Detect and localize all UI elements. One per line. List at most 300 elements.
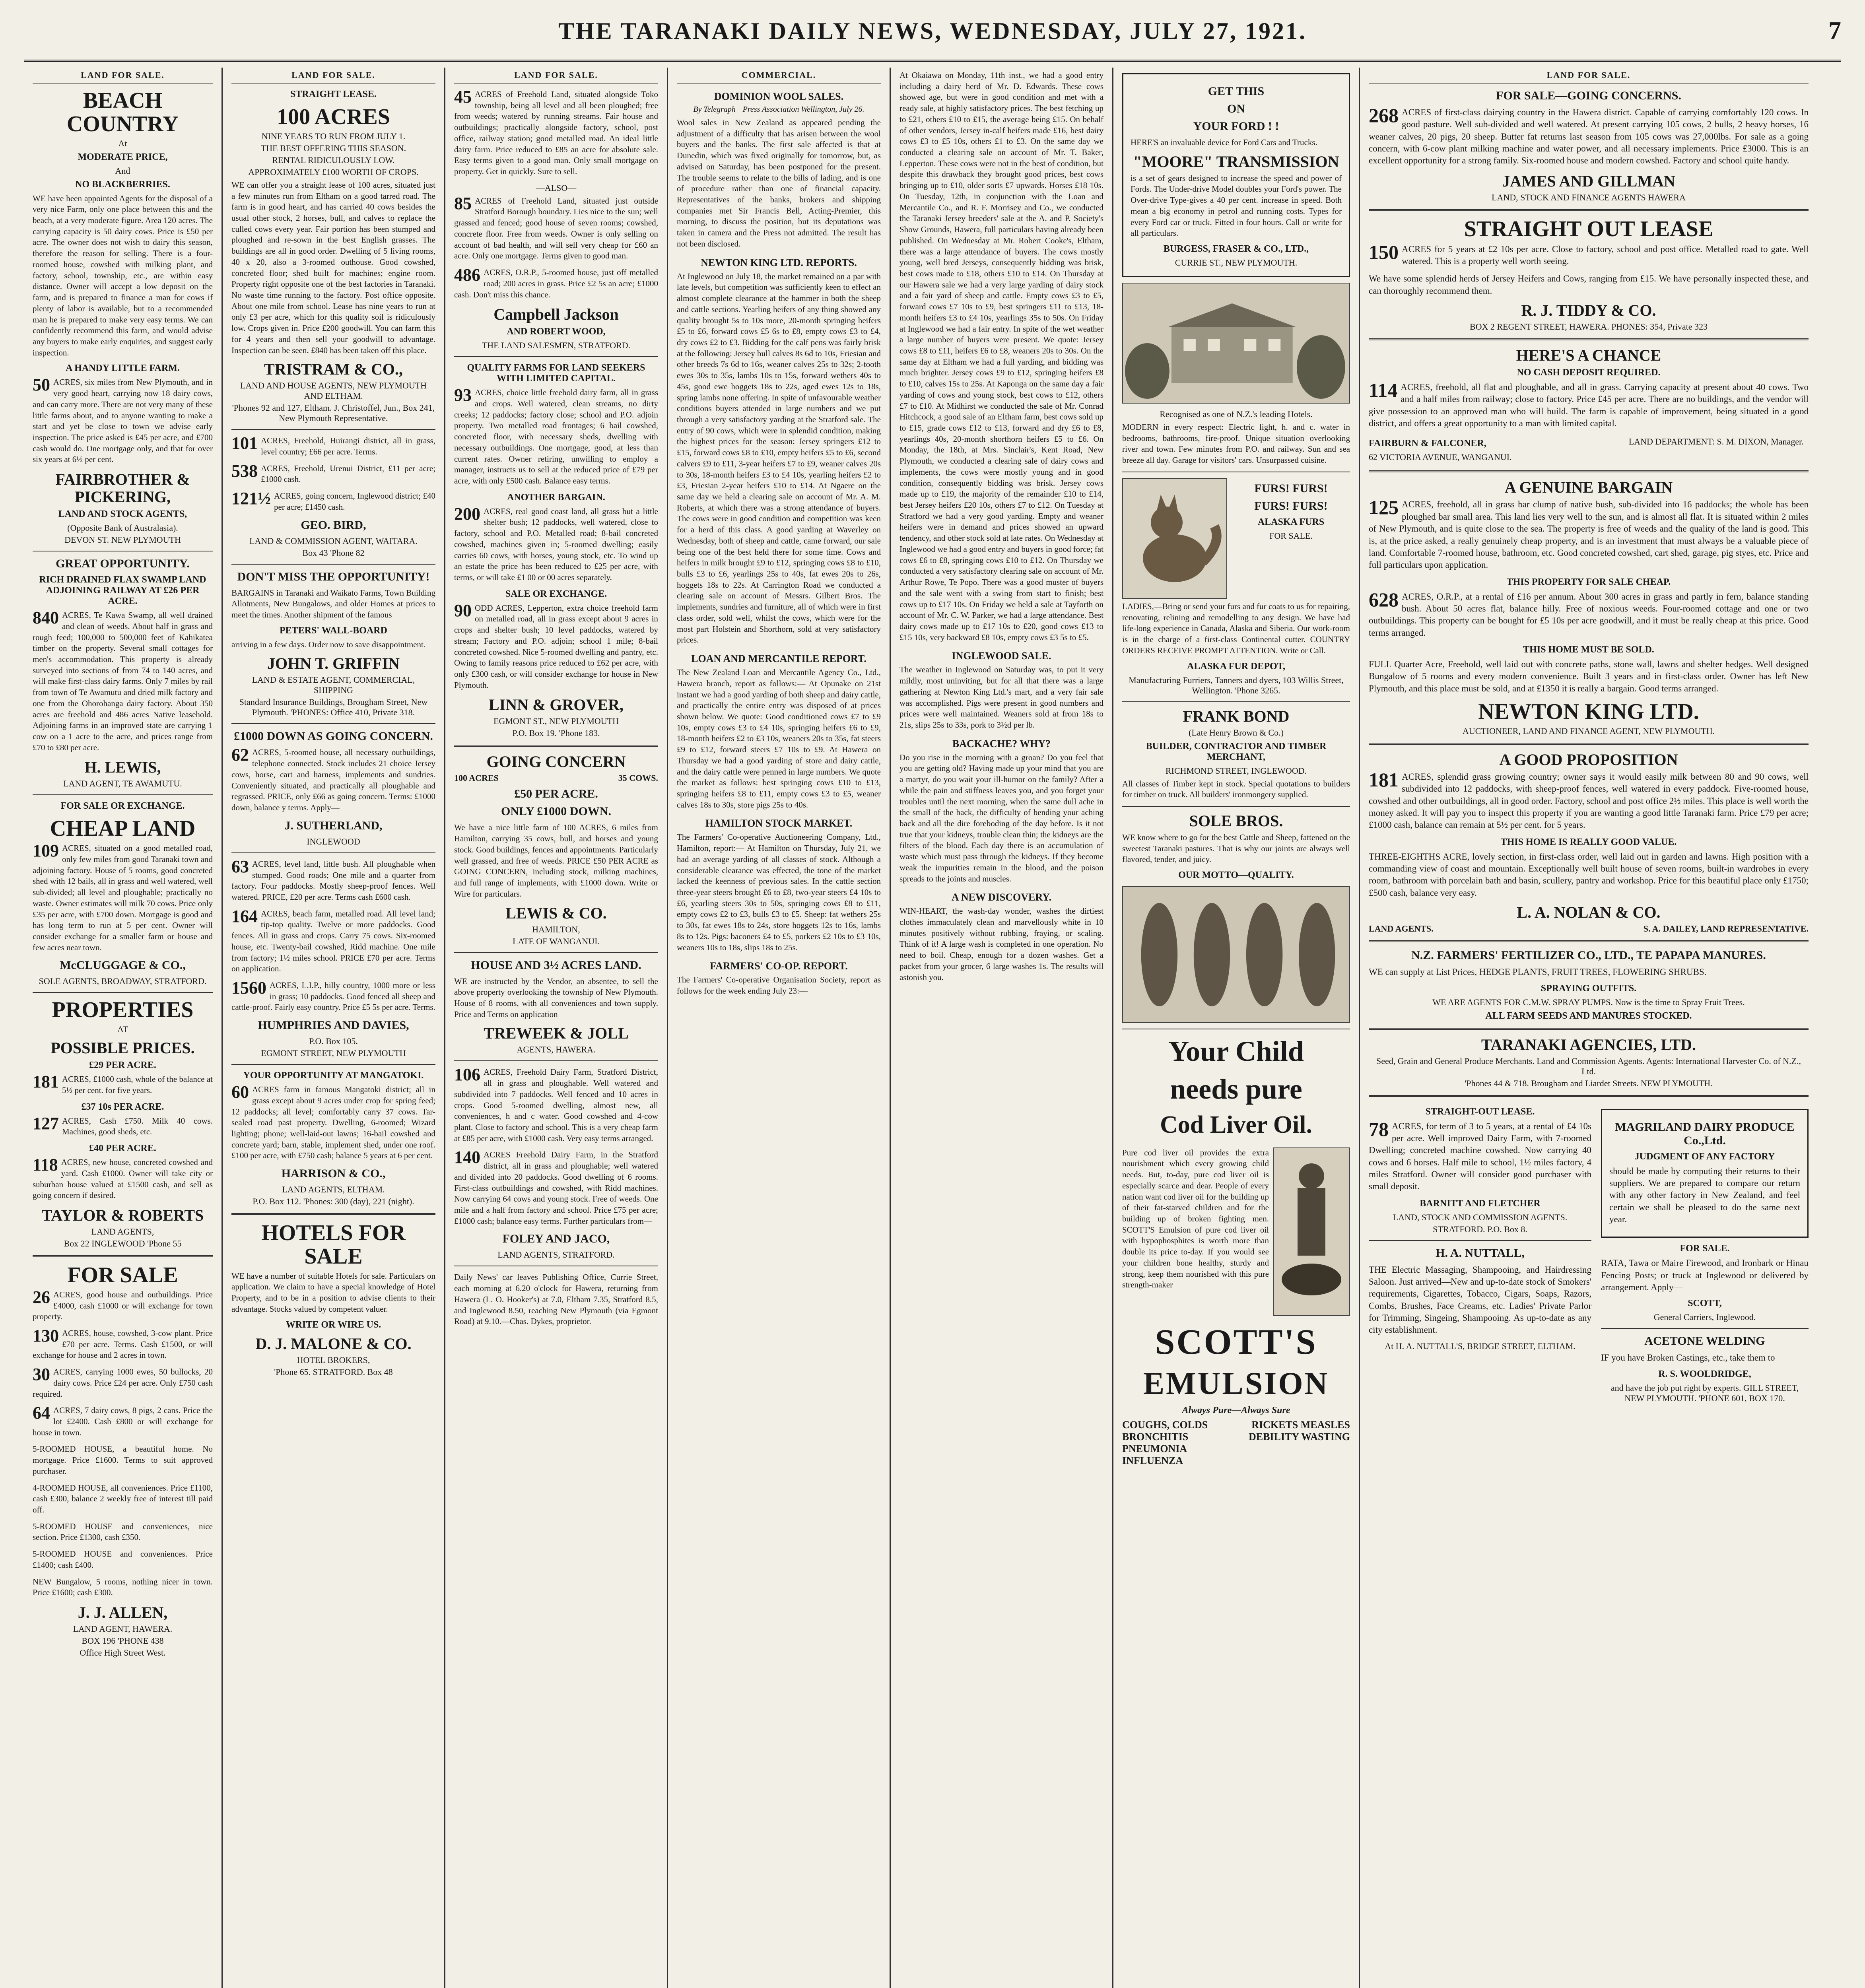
ad-body: RATA, Tawa or Maire Firewood, and Ironbark or Hinau Fencing Posts; or truck at Inglewood or delivered by arrangement. Apply—	[1601, 1258, 1809, 1293]
brand-name: SCOTT'S	[1155, 1322, 1317, 1362]
ad-headline: Cod Liver Oil.	[1160, 1111, 1312, 1139]
price-line: £29 PER ACRE.	[89, 1060, 156, 1071]
listing-text: ACRES, carrying 1000 ewes, 50 bullocks, 20 dairy cows. Price £24 per acre. Only £750 cash required.	[33, 1367, 213, 1399]
agent-department: LAND DEPARTMENT: S. M. DIXON, Manager.	[1628, 437, 1804, 447]
ad-headline: YOUR FORD ! !	[1193, 120, 1279, 133]
ad-subline: WE ARE AGENTS FOR C.M.W. SPRAY PUMPS. Now is the time to Spray Fruit Trees.	[1432, 997, 1745, 1007]
listing-acres: 628	[1369, 588, 1399, 611]
notice-text: Daily News' car leaves Publishing Office, Currie Street, each morning at 6.20 o'clock for Hawera, returning from Hawera (L. O. Hooker's) at 7.0, Eltham 7.35, Stratford 8.5, and Inglewood 8.50, reaching New Plymouth (via Egmont Road) at 9.10.—Chas. Dykes, proprietor.	[454, 1272, 658, 1326]
ad-subhead: WRITE OR WIRE US.	[286, 1319, 381, 1330]
agent-address: EGMONT STREET, NEW PLYMOUTH	[261, 1048, 406, 1058]
listing-text: ACRES, 7 dairy cows, 8 pigs, 2 cans. Price the lot £2400. Cash £800 or will exchange for house in town.	[33, 1406, 213, 1437]
agent-address: LATE OF WANGANUI.	[513, 936, 600, 946]
agent-name: LINN & GROVER,	[489, 696, 624, 714]
price-line: £40 PER ACRE.	[89, 1143, 156, 1154]
listing	[231, 856, 435, 903]
agent-name: FRANK BOND	[1183, 707, 1290, 725]
agent-title: LAND AGENTS, ELTHAM.	[282, 1184, 385, 1195]
article-body: The New Zealand Loan and Mercantile Agency Co., Ltd., Hawera branch, report as follows:— At Opunake on 21st instant we had a good yarding of both sheep and dairy cattle, and practically the entire entry was disposed of at prices shown below. We quote: Good conditioned cows £7 to £9 10s, empty cows £3 to £4 10s, springing heifers £6 to £9, 18-month heifers £2 to £3 10s, weaners 20s to 35s, fat steers £9 to £12, forward steers £7 10s to £9. At Hawera on Thursday we had a good yarding of store and dairy cattle, and the dairy cattle were penned in large numbers. We quote the market as follows: best springing cows £10 to £13, springing heifers £8 to £11, empty cows £3 to £5, weaner calves 18s to 30s, store pigs 25s to 40s.	[677, 668, 881, 810]
listing-acres: 125	[1369, 496, 1399, 519]
ad-subhead: JUDGMENT OF ANY FACTORY	[1634, 1151, 1775, 1162]
agent-name: FAIRBROTHER & PICKERING,	[55, 470, 190, 506]
ad-body: WE can offer you a straight lease of 100 acres, situated just a few minutes run from Eltham on a good tarred road. The farm is in good heart, and has carried 40 cows besides the usual other stock, 2 horses, bull, and calves to replace the culled cows every year. Fair portion has been stumped and ploughed and re-sown in the best English grasses. The buildings are all in good order. Dwelling of 5 living rooms, 40 x 20, also a 3-roomed outhouse. Good cowshed, concreted floor; shed built for machines; engine room. Property right opposite one of the best factories in Taranaki. No waste time running to the factory. Post office opposite. About one mile from school. Lease has nine years to run at only £3 per acre, which for this quality soil is ridiculously low. Crops given in. Price £200 goodwill. You can farm this for 4 years and then sell your goodwill to advantage. Inspection can be seen. £840 has been taken off this place.	[231, 180, 435, 355]
listing-text: ACRES, real good coast land, all grass but a little shelter bush; 12 paddocks, well watered, close to factory, school and P.O. Metalled road; 8-bail concreted cowshed, machines given in; 5-roomed dwelling; easily carries 60 cows, with horses, young stock, etc. To wind up an estate the price has been reduced to £25 per acre, with terms, or will take £1 00 or 00 acres separately.	[454, 506, 658, 582]
listing-acres: 93	[454, 385, 472, 405]
listing	[1369, 588, 1809, 639]
listing	[1369, 104, 1809, 167]
ad-body: IF you have Broken Castings, etc., take them to	[1601, 1353, 1775, 1363]
ad-headline: "MOORE" TRANSMISSION	[1133, 152, 1339, 171]
listing-text: 5-ROOMED HOUSE and conveniences. Price £1400; cash £400.	[33, 1549, 213, 1570]
ad-headline: HERE'S A CHANCE	[1516, 346, 1661, 365]
agent-address: and have the job put right by experts. GILL STREET, NEW PLYMOUTH. 'PHONE 601, BOX 170.	[1611, 1382, 1799, 1403]
divider	[231, 429, 435, 430]
ad-subline: NINE YEARS TO RUN FROM JULY 1.	[261, 131, 406, 141]
divider	[1122, 701, 1350, 702]
agent-name: SOLE BROS.	[1189, 812, 1283, 830]
agent-name: H. LEWIS,	[84, 758, 161, 777]
ad-headline: ACETONE WELDING	[1644, 1334, 1765, 1348]
agent-title: LAND & ESTATE AGENT, COMMERCIAL, SHIPPING	[252, 675, 415, 695]
ad-headline: HOTELS FOR SALE	[261, 1221, 406, 1269]
ad-headline: FOR SALE	[67, 1263, 178, 1287]
agent-row	[1369, 435, 1809, 464]
listing-text: ACRES for 5 years at £2 10s per acre. Close to factory, school and post office. Metalled road to gate. Well watered. This is a property well worth seeing.	[1402, 244, 1809, 266]
ad-headline: MAGRILAND DAIRY PRODUCE Co.,Ltd.	[1615, 1120, 1795, 1147]
section-heading: LAND FOR SALE.	[1369, 68, 1809, 83]
listing-acres: 78	[1369, 1118, 1389, 1140]
listing-acres: 85	[454, 193, 472, 213]
listing	[1369, 496, 1809, 571]
listing-acres: 121½	[231, 489, 271, 509]
divider	[1369, 940, 1809, 942]
dairy-ad	[1601, 1109, 1809, 1238]
scotts-ad	[1122, 1145, 1350, 1318]
ad-body: WE can supply at List Prices, HEDGE PLANTS, FRUIT TREES, FLOWERING SHRUBS.	[1369, 967, 1707, 977]
divider	[1369, 338, 1809, 340]
gc-cows: 35 COWS.	[618, 773, 658, 783]
listing	[454, 89, 658, 177]
listing-text: ACRES, £1000 cash, whole of the balance at 5½ per cent. for five years.	[62, 1074, 213, 1095]
ad-body: arriving in a few days. Order now to save disappointment.	[231, 639, 426, 649]
image-caption: Recognised as one of N.Z.'s leading Hotels.	[1160, 409, 1313, 419]
listing-acres: 150	[1369, 241, 1399, 263]
article-body: Do you rise in the morning with a groan? Do you feel that you are getting old? Having made up your mind that you are a martyr, do you wait your ill-humor on the family? After a while the pain and stiffness leaves you, and you forget your troubles until the next morning, when the same dull ache in the small of the back, the difficulty of bending your aching back and all the dire foreboding of the day before. Is it not true that your kidneys, trouble clean thin; the kidneys are the filters of the blood. Each day there is an accumulation of waste which must pass through the kidneys. If they become weak the impurities remain in the blood, and the poison spreads to the joints and muscles.	[899, 752, 1103, 883]
masthead	[24, 16, 1841, 62]
divider	[231, 564, 435, 565]
ad-headline: FURS! FURS!	[1254, 481, 1328, 495]
ailments-list	[1122, 1419, 1350, 1467]
listing-text: ACRES, Te Kawa Swamp, all well drained and clean of weeds. About half in grass and rough feed; 100,000 to 500,000 feet of Kahikatea timber on the property. Several small cottages for men's accommodation. This property is already surveyed into sections of from 74 to 140 acres, and will make first-class dairy farms. Only 7 miles by rail from town of Te Awamutu and dried milk factory and one from the Ohorohanga dairy factory. About 350 acres are freehold and 486 acres Native leasehold. Adjoining farms in an improved state are carrying 1 cow on a 1 acre to the acre, and prices range from £70 to £80 per acre.	[33, 610, 213, 752]
listing-text: ACRES, Freehold Dairy Farm, Stratford District, all in grass and ploughable. Well watered and subdivided into 7 paddocks. Well fenced and 10 acres in crops. Good 5-roomed dwelling, almost new, all conveniences, h and c water. Good cowshed and 4-cow plant. Close to factory and school. This is a very cheap farm at £85 per acre, with £1000 cash. Very easy terms arranged.	[454, 1067, 658, 1143]
butcher-illustration	[1122, 886, 1350, 1023]
ad-subline: NO BLACKBERRIES.	[75, 179, 170, 190]
article-body: Wool sales in New Zealand as appeared pending the adjustment of a difficulty that has arisen between the wool buyers and the banks. The first sale affected is that at Dunedin, which was fixed originally for tomorrow, but, as advised on Saturday, has been postponed for the present. The trouble seems to relate to the bills of lading, and is one of procedure rather than one of financial capacity. Representatives of the banks, brokers and shipping companies met Sir Francis Bell, Acting-Premier, this morning, to discuss the position, but its deputations was taken in camera and the Press not admitted. The result has not been disclosed.	[677, 118, 881, 248]
divider	[1369, 1095, 1809, 1097]
agent-title: LAND AND HOUSE AGENTS, NEW PLYMOUTH AND ELTHAM.	[240, 381, 427, 401]
listing-text: ACRES, house, cowshed, 3-cow plant. Price £70 per acre. Terms. Cash £1500, or will exchange for house and 2 acres in town.	[33, 1328, 213, 1360]
brand-tagline: Always Pure—Always Sure	[1182, 1405, 1290, 1415]
article-heading: A NEW DISCOVERY.	[951, 891, 1052, 903]
column-3	[445, 68, 668, 1988]
agent-name: NEWTON KING LTD.	[1478, 699, 1699, 724]
ad-subhead: THIS HOME MUST BE SOLD.	[1523, 645, 1654, 655]
columns	[24, 68, 1841, 1988]
listing	[33, 843, 213, 953]
divider	[1122, 806, 1350, 807]
agent-address: Office High Street West.	[80, 1648, 166, 1658]
ad-body: WE know where to go for the best Cattle and Sheep, fattened on the sweetest Taranaki pastures. That is why our joints are always well flavored, tender, and juicy.	[1122, 832, 1350, 864]
agent-title: LAND AGENTS.	[1369, 924, 1434, 934]
listing-text: 5-ROOMED HOUSE, a beautiful home. No mortgage. Price £1600. Terms to suit approved purchaser.	[33, 1444, 213, 1476]
column-1	[24, 68, 223, 1988]
ad-headline: DON'T MISS THE OPPORTUNITY!	[237, 570, 430, 583]
ad-headline: Your Child	[1168, 1035, 1304, 1068]
ad-subline: FOR SALE.	[1269, 530, 1313, 541]
ad-subhead: STRAIGHT-OUT LEASE.	[1425, 1106, 1535, 1117]
divider	[231, 1213, 435, 1215]
ad-headline: A GOOD PROPOSITION	[1499, 750, 1678, 769]
divider	[454, 1060, 658, 1061]
listing-acres: 164	[231, 906, 258, 926]
agent-title: S. A. DAILEY, LAND REPRESENTATIVE.	[1643, 924, 1809, 934]
ad-headline: GOING CONCERN	[486, 753, 626, 771]
listing	[33, 1405, 213, 1438]
ad-headline: FOR SALE—GOING CONCERNS.	[1496, 89, 1681, 102]
article-heading: HAMILTON STOCK MARKET.	[705, 817, 853, 829]
listing-text: ACRES Freehold Dairy Farm, in the Stratford district, all in grass and ploughable; well watered and divided into 20 paddocks. Good dwelling of 6 rooms. First-class outbuildings and cowshed, with Ridd machines. Now carrying 64 cows and young stock. Free of weeds. One mile and a half from factory and school. Price £75 per acre; £1000 cash; balance easy terms. Further particulars from—	[454, 1150, 658, 1226]
listing-acres: 109	[33, 841, 59, 861]
listing	[33, 610, 213, 753]
listing-text: ACRES, six miles from New Plymouth, and in very good heart, carrying now 18 dairy cows, and can carry more. There are not very many of these little farms about, and to anyone wanting to make a start and yet be close to town we advise early inspection. The price asked is £45 per acre, and £700 cash would do. One mortgage only, and that for over six years at 6½ per cent.	[33, 377, 213, 464]
agent-name: D. J. MALONE & CO.	[255, 1334, 412, 1353]
divider	[231, 1064, 435, 1065]
listing	[1369, 381, 1809, 429]
ad-subline: AT	[117, 1024, 128, 1035]
ad-body: Pure cod liver oil provides the extra nourishment which every growing child needs. But, to-day, pure cod liver oil is especially scarce and dear. People of every nation want cod liver oil for the building up of their fat-starved children and for the building up of broken fighting men. SCOTT'S Emulsion of pure cod liver oil with hypophosphites is worth more than double its price to-day. If you would see your children bone healthy, sturdy and strong, keep them nourished with this pure strength-maker	[1122, 1147, 1269, 1290]
article-heading: LOAN AND MERCANTILE REPORT.	[691, 653, 866, 665]
listing-acres: 114	[1369, 379, 1398, 402]
ad-body: THREE-EIGHTHS ACRE, lovely section, in first-class order, well laid out in garden and lawns. High position with a commanding view of coast and mountain. Exceptionally well built house of seven rooms, built-in wardrobes in every room, bathroom with porcelain bath and basin, scullery, pantry and workshop. Price for this beautiful place only £1750; £500 cash, balance very easy.	[1369, 851, 1809, 898]
listing-acres: 181	[33, 1072, 59, 1092]
listing-acres: 130	[33, 1326, 59, 1345]
agent-address: THE LAND SALESMEN, STRATFORD.	[482, 340, 631, 351]
listing-text: ACRES of Freehold Land, situated alongside Toko township, being all level and all been ploughed; free from weeds; watered by running streams. Fair house and outbuildings; practically alongside factory, school, post office, railway station; good metalled road. An ideal little dairy farm. Price reduced to £85 an acre for absolute sale. Easy terms given to a good man. Only small mortgage on property. Get in quickly. Sure to sell.	[454, 89, 658, 177]
listing-acres: 1560	[231, 978, 266, 998]
listing-acres: 45	[454, 87, 472, 107]
agent-name: GEO. BIRD,	[301, 518, 366, 532]
agent-title: INGLEWOOD	[307, 836, 360, 846]
ad-headline: HOUSE AND 3½ ACRES LAND.	[471, 958, 641, 972]
listing-text: ACRES, freehold, all in grass bar clump of native bush, sub-divided into 16 paddocks; the whole has been ploughed bar small area. This land lies very well to the sun, and is almost all flat. It is situated within 2 miles of New Plymouth, and is quite close to the sea. The property is free of weeds and the quality of the land is good. This is, at the price asked, a really genuinely cheap property, and is an investment that must always be a valuable piece of land. Comfortable 7-roomed house, bathroom, etc. Good concreted cowshed, cart shed, garage, pig styes, etc. Price and full particulars upon application.	[1369, 499, 1809, 570]
ad-headline: PROPERTIES	[52, 998, 194, 1023]
agent-name: TREWEEK & JOLL	[484, 1024, 629, 1043]
divider	[454, 356, 658, 357]
article-heading: BACKACHE? WHY?	[952, 738, 1051, 749]
divider	[454, 952, 658, 953]
agent-name: ALASKA FUR DEPOT,	[1187, 661, 1285, 672]
ad-headline: N.Z. FARMERS' FERTILIZER CO., LTD., TE PAPAPA MANURES.	[1411, 949, 1766, 962]
listing-text: ACRES, splendid grass growing country; owner says it would easily milk between 80 and 90 cows, well subdivided into 12 paddocks, with sheep-proof fences, well watered in every paddock. Five-roomed house, cowshed and other outbuildings, all in good order. Factory, school and post office 2½ miles. This place is well worth the money asked. It will pay you to inspect this property if you are wanting a good little Taranaki farm. Price £79 per acre; £1000 cash, balance can remain at 5½ per cent. for 5 years.	[1369, 771, 1809, 830]
divider	[1369, 1240, 1591, 1241]
ad-body: is a set of gears designed to increase the speed and power of Fords. The Under-drive Model doubles your Ford's power. The Over-drive Type-gives a 40 per cent. increase in speed. Both mean a big economy in petrol and running costs. Types for every Ford car or truck. Fitted in four hours. Call or write for all particulars.	[1131, 173, 1342, 238]
ad-body: WE have been appointed Agents for the disposal of a very nice Farm, only one place between this and the beach, at a very moderate figure. Area 120 acres. The carrying capacity is 50 dairy cows. Price is £50 per acre. The owner does not wish to dairy this season, therefore the reason for selling. There is a four-roomed house, cowshed with milking plant, and factory, school, township, etc., are within easy distance. Owner will accept a low deposit on the farm, and is prepared to finance a man for cows if plenty of labor is available, but to a recommended man he is prepared to make very easy terms. We can confidently recommend this farm, and would advise any buyers to make early enquiries, and suggest early inspection.	[33, 193, 213, 357]
listing-text: ACRES, for term of 3 to 5 years, at a rental of £4 10s per acre. Well improved Dairy Farm, with 7-roomed Dwelling; concreted machine cowshed. Now carrying 40 cows and 6 horses. Half mile to school, 1½ miles factory, 4 miles Stratford. Owner will consider good purchaser with small deposit.	[1369, 1121, 1591, 1192]
listing	[1369, 768, 1809, 831]
agent-title: LAND, STOCK AND FINANCE AGENTS HAWERA	[1492, 192, 1686, 202]
ad-body: should be made by computing their returns to their suppliers. We are prepared to compare our return with any other factory in New Zealand, and feel certain we shall be pleased to do the same next year.	[1609, 1166, 1800, 1224]
page-number: 7	[1828, 16, 1841, 45]
agent-address: CURRIE ST., NEW PLYMOUTH.	[1175, 258, 1298, 268]
agent-name: HARRISON & CO.,	[281, 1167, 386, 1180]
listing-text: ACRES of Freehold Land, situated just outside Stratford Borough boundary. Lies nice to the sun; well grassed and fenced; good house of seven rooms; cowshed, concrete floor. Free from weeds. Owner is only selling on account of bad health, and will sell very cheap for £60 an acre. Only one mortgage. Terms given to good man.	[454, 196, 658, 261]
listing	[231, 1084, 435, 1161]
agent-address: At H. A. NUTTALL'S, BRIDGE STREET, ELTHAM.	[1385, 1341, 1576, 1351]
column-2	[223, 68, 445, 1988]
ad-body: THE Electric Massaging, Shampooing, and Hairdressing Saloon. Just arrived—New and up-to-date stock of Smokers' requirements, Cigarettes, Tobacco, Cigars, Soaps, Razors, Combs, Brushes, Face Creams, etc. Ladies' Private Parlor for Trimming, Singeing, Shampooing. As up-to-date as any city establishment.	[1369, 1264, 1591, 1335]
ad-body: FULL Quarter Acre, Freehold, well laid out with concrete paths, stone wall, lawns and shelter hedges. Well designed Bungalow of 5 rooms and every modern convenience. Built 3 years and in first-class order. Owner has left New Plymouth, and this place must be sold, and at £1350 it is really a bargain. Good terms arranged.	[1369, 659, 1809, 693]
listing	[231, 980, 435, 1013]
brand-name: EMULSION	[1143, 1366, 1329, 1401]
hotel-illustration	[1122, 283, 1350, 404]
listing	[33, 377, 213, 465]
ad-subhead: THIS HOME IS REALLY GOOD VALUE.	[1500, 837, 1677, 847]
ad-subline: RENTAL RIDICULOUSLY LOW.	[272, 155, 395, 165]
listing-text: ACRES, beach farm, metalled road. All level land; tip-top quality. Twelve or more paddocks. Good fences. All in grass and crops. Carry 75 cows. Six-roomed house, etc. Twenty-bail cowshed, Ridd machine. One mile from factory; 1½ miles school. PRICE £70 per acre. Terms on application.	[231, 909, 435, 974]
divider	[1369, 209, 1809, 211]
divider	[1369, 470, 1809, 472]
agent-block	[1369, 435, 1611, 464]
agent-name: JAMES AND GILLMAN	[1502, 172, 1675, 190]
agent-title: HAMILTON,	[532, 924, 580, 934]
listing-acres: 60	[231, 1082, 249, 1102]
ad-headline: 100 ACRES	[277, 105, 390, 129]
ad-headline: QUALITY FARMS FOR LAND SEEKERS WITH LIMITED CAPITAL.	[467, 363, 645, 384]
agent-address: RICHMOND STREET, INGLEWOOD.	[1165, 765, 1307, 776]
listing-acres: 268	[1369, 104, 1399, 126]
listing-acres: 106	[454, 1065, 480, 1085]
ad-body: MODERN in every respect: Electric light, h. and c. water in bedrooms, bathrooms, fire-proof. Unique situation overlooking river and town. Few minutes from P.O. and railway. Sun and sea breeze all day. Garage for visitors' cars. Unsurpassed cuisine.	[1122, 422, 1350, 465]
ad-subhead: PETERS' WALL-BOARD	[280, 625, 387, 636]
agent-address: Standard Insurance Buildings, Brougham Street, New Plymouth. 'PHONES: Office 410, Private 318.	[239, 697, 428, 718]
hotel-drawing-icon	[1123, 283, 1349, 403]
ad-subhead: STRAIGHT LEASE.	[290, 89, 377, 99]
column-5	[891, 68, 1113, 1988]
ad-subhead: FOR SALE OR EXCHANGE.	[60, 801, 185, 812]
furs-text	[1232, 478, 1350, 599]
agent-title: P.O. Box 105.	[309, 1036, 358, 1046]
agent-address: P.O. Box 19. 'Phone 183.	[512, 728, 600, 738]
listing-text: ACRES, Freehold, Huirangi district, all in grass, level country; £66 per acre. Terms.	[261, 436, 435, 457]
ad-headline: ON	[1227, 102, 1245, 115]
ad-body: WE are instructed by the Vendor, an absentee, to sell the above property overlooking the township of New Plymouth. House of 8 rooms, with all conveniences and town supply. Price and Terms on application	[454, 976, 658, 1019]
agent-title: LAND AGENT, TE AWAMUTU.	[63, 779, 182, 789]
agent-name: L. A. NOLAN & CO.	[1517, 903, 1661, 922]
agent-address: 'Phone 65. STRATFORD. Box 48	[274, 1367, 393, 1377]
divider	[33, 794, 213, 795]
agent-address: Manufacturing Furriers, Tanners and dyers, 103 Willis Street, Wellington. 'Phone 3265.	[1129, 675, 1344, 695]
gc-price: £50 PER ACRE.	[514, 787, 598, 801]
listing-text: ACRES of first-class dairying country in the Hawera district. Capable of carrying comfortably 120 cows. In good pasture. Well sub-divided and well watered. At present carrying 105 cows, 2 bulls, 2 heavy horses, 16 weaner calves, 20 pigs, 20 sheep. Butter fat returns last season from 105 cows was 27,000lbs. For sale as a going concern, with 6-cow plant milking machine and water power, and all necessary implements. Price £3000. This is an excellent opportunity for a strong family. Six-roomed house and modern cowshed. Factory and school quite handy.	[1369, 107, 1809, 166]
agent-address: (Opposite Bank of Australasia).	[67, 523, 178, 533]
furs-ad	[1122, 478, 1350, 599]
ad-headline: GET THIS	[1208, 85, 1265, 98]
agent-title: LAND AGENT, HAWERA.	[73, 1624, 173, 1634]
listing	[454, 600, 658, 691]
listing-acres: 64	[33, 1403, 50, 1423]
agent-title: LAND AGENTS, STRATFORD.	[497, 1250, 615, 1260]
agent-title: HOTEL BROKERS,	[297, 1355, 370, 1365]
listing-text: ACRES, O.R.P., at a rental of £16 per annum. About 300 acres in grass and partly in fern, balance standing bush. About 50 acres flat, balance hilly. Free of noxious weeds. Four-roomed cottage and one or two outbuildings. This property can be bought for £5 10s per acre goodwill, and it must be really cheap at this price. Good terms arranged.	[1369, 591, 1809, 638]
listing	[454, 193, 658, 262]
agent-name: HUMPHRIES AND DAVIES,	[258, 1019, 409, 1032]
listing	[1369, 243, 1809, 268]
listing-text: ACRES, situated on a good metalled road, only few miles from good Taranaki town and adjoining factory. House of 5 rooms, good concreted shed with 12 bails, all in grass and well watered, well sub-divided; all level and ploughable; practically no waste. Owner estimates will milk 70 cows. Price only £35 per acre, with £700 down. Mortgage is good and has long term to run at 5 per cent. Owner will consider exchange for a smaller farm or house and few acres near town.	[33, 843, 213, 952]
listing-acres: 181	[1369, 768, 1399, 791]
divider	[231, 852, 435, 853]
agent-name: BARNITT AND FLETCHER	[1420, 1198, 1541, 1209]
divider	[1601, 1328, 1809, 1329]
ad-headline: GREAT OPPORTUNITY.	[56, 557, 190, 571]
article-body: The Farmers' Co-operative Auctioneering Company, Ltd., Hamilton, report:— At Hamilton on Thursday, July 21, we had an average yarding of all classes of stock. Although a considerable clearance was effected, the tone of the market lacked the keenness of previous sales. In the cattle section three-year steers brought £6 to £8, two-year steers £4 10s to £6, yearling steers 30s to 50s, springing cows £8 to £11, empty cows £2 to £3, bulls £3 to £5. Sheep: fat wethers 25s to 30s, fat ewes 18s to 24s, store hoggets 12s to 16s, lambs 8s to 12s. Pigs: baconers £4 to £5, porkers £2 10s to £3 10s, weaners 10s to 18s, slips 18s to 25s.	[677, 832, 881, 952]
agent-title: AND ROBERT WOOD,	[507, 326, 606, 337]
listing	[33, 1074, 213, 1096]
agent-title: LAND, STOCK AND COMMISSION AGENTS.	[1393, 1212, 1568, 1222]
listing-text: ODD ACRES, Lepperton, extra choice freehold farm on metalled road, all in grass except about 9 acres in crops and shelter bush; 10 level paddocks, watered by stream; Factory and P.O. adjoin; school 1 mile; 8-bail concreted cowshed. Nice 5-roomed dwelling and pantry, etc. Owing to family reasons price reduced to £62 per acre, with only £300 cash, or will consider exchange for house in New Plymouth.	[454, 603, 658, 690]
agent-address: P.O. Box 112. 'Phones: 300 (day), 221 (night).	[253, 1196, 414, 1207]
article-body: WIN-HEART, the wash-day wonder, washes the dirtiest clothes immaculately clean and marvellously white in 10 minutes positively without rubbing, fraying, or scaling. Think of it! A large wash is completed in one operation. No need to boil. Cheap, enough for a dozen washes. Get a packet from your grocer, 6 large washes 1s. The results will astonish you.	[899, 906, 1103, 982]
agent-address: BOX 196 'PHONE 438	[82, 1636, 164, 1646]
fox-illustration	[1122, 478, 1227, 599]
agent-name: TAYLOR & ROBERTS	[41, 1206, 204, 1224]
ad-subline: APPROXIMATELY £100 WORTH OF CROPS.	[248, 167, 419, 177]
ad-body: HERE'S an invaluable device for Ford Cars and Trucks.	[1131, 138, 1317, 147]
listing-text: ACRES, level land, little bush. All ploughable when stumped. Good roads; One mile and a quarter from factory. Four paddocks. Mostly sheep-proof fences. Well watered. PRICE, £20 per acre. Terms cash £600 cash.	[231, 859, 435, 902]
listing-text: ACRES, choice little freehold dairy farm, all in grass and crops. Well watered, clean streams, no dirty creeks; 12 paddocks; factory close; school and P.O. adjoin property. Two metalled road frontages; 6 bail cowshed, concreted floor, with necessary sheds, dwelling with necessary outbuildings. One mortgage, good, at less than current rates. Owner retiring, unwilling to employ a manager, instructs us to sell at the reduced price of £79 per acre, with only £500 cash. Balance easy terms.	[454, 388, 658, 485]
fisherman-illustration	[1273, 1147, 1350, 1316]
agent-address: BOX 2 REGENT STREET, HAWERA. PHONES: 354, Private 323	[1469, 322, 1708, 332]
article-body: The Farmers' Co-operative Organisation Society, report as follows for the week ending July 23:—	[677, 975, 881, 996]
ad-subhead: FOR SALE.	[1680, 1243, 1730, 1254]
section-heading: COMMERCIAL.	[677, 68, 881, 83]
listing-text: ACRES, freehold, all flat and ploughable, and all in grass. Carrying capacity at present about 40 cows. Two and a half miles from railway; close to factory. Price £45 per acre. There are no buildings, and the vendor will give possession to an approved man who will build. The farm is capable of improvement, being situated in a good district, and offers a great opportunity to a man with limited capital.	[1369, 382, 1809, 429]
agent-address: STRATFORD. P.O. Box 8.	[1433, 1224, 1527, 1234]
listing	[454, 506, 658, 583]
ad-headline: FURS! FURS!	[1254, 499, 1328, 513]
listing-text: ACRES, going concern, Inglewood district; £40 per acre; £1450 cash.	[274, 491, 435, 512]
listing-text: ACRES, Cash £750. Milk 40 cows. Machines, good sheds, etc.	[62, 1116, 213, 1137]
listing	[33, 1328, 213, 1361]
ad-subhead: RICH DRAINED FLAX SWAMP LAND ADJOINING RAILWAY AT £26 PER ACRE.	[39, 575, 206, 607]
bottom-left	[1369, 1103, 1591, 1405]
agent-trade: BUILDER, CONTRACTOR AND TIMBER MERCHANT,	[1146, 741, 1327, 762]
listing-text: ACRES, new house, concreted cowshed and yard. Cash £1000. Owner will take city or suburban house valued at £1500 cash, and sell as going concern if desired.	[33, 1157, 213, 1200]
agent-title: LAND AGENTS,	[91, 1227, 154, 1237]
listing-acres: 26	[33, 1287, 50, 1307]
listing-text: ACRES, 5-roomed house, all necessary outbuildings, telephone connected. Stock includes 21 choice Jersey cows, horse, cart and harness, implements and sundries. Conveniently situated, and practically all ploughable and regrassed. PRICE, only £66 as going concern. Terms: £1000 down, balance y terms. Apply—	[231, 747, 435, 813]
ad-headline: needs pure	[1170, 1073, 1302, 1105]
ad-subhead: SALE OR EXCHANGE.	[505, 588, 607, 599]
divider	[33, 992, 213, 993]
agent-name: R. J. TIDDY & CO.	[1521, 301, 1656, 320]
agent-name: FOLEY AND JACO,	[502, 1232, 610, 1246]
column-4	[668, 68, 891, 1988]
article-heading: FARMERS' CO-OP. REPORT.	[710, 960, 848, 972]
fox-icon	[1123, 479, 1226, 598]
agent-title: (Late Henry Brown & Co.)	[1189, 727, 1284, 738]
listing	[231, 491, 435, 513]
agent-name: H. A. NUTTALL,	[1436, 1246, 1525, 1260]
article-dateline: By Telegraph—Press Association Wellington, July 26.	[693, 105, 865, 114]
agent-title: Seed, Grain and General Produce Merchants. Land and Commission Agents. Agents: International Harvester Co. of N.Z., Ltd.	[1376, 1056, 1801, 1076]
ad-headline: £1000 DOWN AS GOING CONCERN.	[234, 730, 433, 743]
listing-acres: 101	[231, 433, 258, 453]
agent-name: TARANAKI AGENCIES, LTD.	[1481, 1035, 1696, 1054]
listing-acres: 90	[454, 600, 472, 620]
agent-title: LAND & COMMISSION AGENT, WAITARA.	[249, 536, 418, 546]
agent-name: J. J. ALLEN,	[78, 1604, 168, 1622]
ailments-right: RICKETS MEASLES DEBILITY WASTING	[1248, 1419, 1350, 1442]
ad-subline: And	[115, 165, 130, 176]
agent-name: SCOTT,	[1688, 1298, 1722, 1309]
listing	[454, 267, 658, 300]
listing	[1369, 1120, 1591, 1193]
divider	[1369, 743, 1809, 745]
listing-text: ACRES farm in famous Mangatoki district; all in grass except about 9 acres under crop for spring feed; 12 paddocks; all level; comfortably carry 37 cows. Tar-sealed road past property. Dwelling, 6-roomed; Wizard lighting; phone; well-laid-out lawns; 16-bail cowshed and concrete yard; barn, stable, implement shed, under one roof. £100 per acre, with £750 cash; balance 5 years at 6 per cent.	[231, 1085, 435, 1161]
ad-headline: POSSIBLE PRICES.	[51, 1039, 195, 1057]
section-heading: LAND FOR SALE.	[454, 68, 658, 83]
ad-subhead: NO CASH DEPOSIT REQUIRED.	[1517, 367, 1661, 378]
gc-down: ONLY £1000 DOWN.	[501, 805, 611, 818]
agent-address: DEVON ST. NEW PLYMOUTH	[64, 535, 181, 545]
article-heading: NEWTON KING LTD. REPORTS.	[701, 256, 857, 268]
article-body: At Okaiawa on Monday, 11th inst., we had a good entry including a dairy herd of Mr. D. Edwards. These cows showed age, but were in good condition and met with a ready sale, at highly satisfactory prices. The best fetching up to £21, others £10 to £15, the average being £15. On behalf of other vendors, Jersey in-calf heifers made £16, best dairy cows £3 to £5 10s, others £1 to £3. On the same day we conducted a clearing sale on account of Mr. T. Baker, Lepperton. These cows were not in the best of condition, but despite this drawback they brought good prices, best cows bringing up to £10, older sorts £7 upwards. Horses £18 10s. On Tuesday, 12th, in conjunction with the Loan and Mercantile Co., and R. F. Morrisey and Co., we conducted the Taranaki Jersey breeders' sale at the A. and P. Society's Show Grounds, Hawera, full particulars having already been published. On Wednesday at Mr. Robert Cooke's, Eltham, there was a large attendance of buyers. The cows mostly young, well bred Jerseys, consequently bidding was brisk, best cows made to £18, others £10 to £14. On Thursday at our Hawera sale we had a very large yarding of dairy stock and a fair yard of sheep and cattle. Empty cows £3 to £5, forward cows £7 10s to £9, best springers £11 to £13, 18-month heifers £3 to £4 10s, yearlings 35s to 50s. On Friday at Inglewood we had a fair entry. In spite of the wet weather a large number of buyers were present. We quote: Jersey cows £8 to £11, heifers £6 to £8, weaners 20s to 30s. On the same day at Eltham we had a full yarding, and bidding was much brighter. Jersey cows £9 to £12, springing heifers £8 to £10, calves 15s to 25s. At Kaponga on the same day a fair yarding of cows and young stock, best cows to £12, others £7 to £10. At Midhirst we conducted the sale of Mr. Conrad Hitchcock, a good sale of an Eltham farm, best cows sold up to £15, grade cows £12 to £13, forward and dry £6 to £8, yearlings 40s, 20-month shorthorn heifers £5 to £6. On Monday, the 18th, at Mrs. Sinclair's, Kent Road, New Plymouth, we conducted a clearing sale of dairy cows and implements, the cows were mostly young and in good condition, consequently bidding was brisk. Jersey cows made up to £19, the majority of the remainder £10 to £14, best Jersey heifers £20 10s, others £7 to £12. On Tuesday at Stratford we had a very good yarding. Empty and weaner heifers were in demand and prices showed an upward tendency, and other stock sold at late rates. On Wednesday at Inglewood we had a good entry and buyers in good force; fat cows £6 to £8, springing cows £10 to £12. On Thursday we conducted a very satisfactory clearing sale on account of Mr. Arthur Rowe, Te Popo. There was a good muster of buyers and the sale went with a swing from start to finish; best cows up to £17 10s. On Friday we held a sale at Tayforth on account of Mr. C. W. Parker, we had a large attendance. Best dairy cows made up to £17 10s to £20, good cows £13 to £15 10s, very backward £8 10s, empty cows £3 5s to £5.	[899, 70, 1103, 642]
agent-title: LAND AND STOCK AGENTS,	[58, 509, 187, 520]
ad-body: WE have a number of suitable Hotels for sale. Particulars on application. We claim to have a special knowledge of Hotel Property, and to be in a position to advise clients to their advantage. Stocks valued by competent valuer.	[231, 1271, 435, 1314]
listing-text: 5-ROOMED HOUSE and conveniences, nice section. Price £1300, cash £350.	[33, 1521, 213, 1542]
listing-text: ACRES, L.I.P., hilly country, 1000 more or less in grass; 10 paddocks. Good fenced all sheep and cattle-proof. Fairly easy country. Price £5 5s per acre. Terms.	[231, 980, 435, 1012]
listing	[33, 1157, 213, 1201]
ad-subline: THE BEST OFFERING THIS SEASON.	[260, 143, 406, 153]
agent-name: BURGESS, FRASER & CO., LTD.,	[1163, 244, 1309, 254]
ad-headline: A GENUINE BARGAIN	[1504, 478, 1673, 497]
agent-name: FAIRBURN & FALCONER,	[1369, 438, 1486, 449]
agent-address: 62 VICTORIA AVENUE, WANGANUI.	[1369, 452, 1512, 462]
listing	[33, 1289, 213, 1322]
listing-acres: 62	[231, 745, 249, 765]
price-line: £37 10s PER ACRE.	[81, 1101, 164, 1112]
agent-name: JOHN T. GRIFFIN	[267, 654, 400, 673]
meat-drawing-icon	[1123, 887, 1349, 1022]
agent-name: J. SUTHERLAND,	[284, 819, 383, 832]
agent-title: AGENTS, HAWERA.	[517, 1044, 596, 1055]
listing-acres: 840	[33, 608, 59, 628]
agent-title: SOLE AGENTS, BROADWAY, STRATFORD.	[39, 976, 207, 986]
agent-address: Box 43 'Phone 82	[302, 547, 365, 558]
divider	[454, 745, 658, 747]
listing-text: ACRES, good house and outbuildings. Price £4000, cash £1000 or will exchange for town property.	[33, 1289, 213, 1322]
column-7	[1360, 68, 1817, 1988]
ad-subhead: ANOTHER BARGAIN.	[507, 492, 605, 503]
agent-name: R. S. WOOLDRIDGE,	[1658, 1369, 1751, 1379]
ad-row	[454, 773, 658, 783]
agent-address: 'Phones 92 and 127, Eltham. J. Christoffel, Jun., Box 241, New Plymouth Representative.	[232, 403, 435, 423]
bottom-right	[1601, 1103, 1809, 1405]
ad-subline: At	[118, 138, 127, 148]
article-heading: DOMINION WOOL SALES.	[714, 91, 844, 102]
fisherman-icon	[1274, 1148, 1349, 1315]
listing-acres: 486	[454, 265, 480, 285]
